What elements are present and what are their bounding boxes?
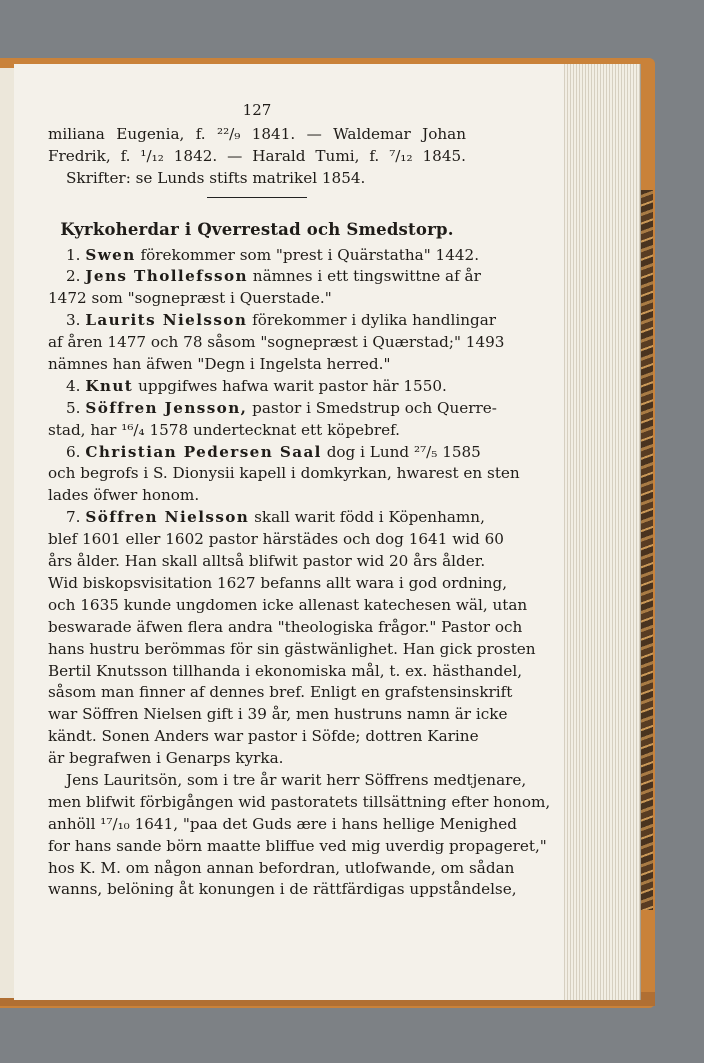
left-page-edge bbox=[0, 68, 15, 998]
text-line: såsom man finner af dennes bref. Enligt en grafstensinskrift bbox=[48, 683, 513, 702]
text-line: anhöll ¹⁷/₁₀ 1641, "paa det Guds ære i hans hellige Menighed bbox=[48, 814, 517, 833]
text-line: hans hustru berömmas för sin gästwänlighet. Han gick prosten bbox=[48, 639, 536, 658]
text-line: års ålder. Han skall alltså blifwit pastor wid 20 års ålder. bbox=[48, 552, 486, 571]
text-line: Bertil Knutsson tillhanda i ekonomiska mål, t. ex. hästhandel, bbox=[48, 661, 523, 680]
entry-6: 6. Christian Pedersen Saal dog i Lund ²⁷/₅ 1585 bbox=[66, 442, 481, 461]
page-text bbox=[48, 100, 551, 901]
text-line: war Söffren Nielsen gift i 39 år, men hustruns namn är icke bbox=[48, 705, 508, 724]
entry-name: Knut bbox=[85, 376, 134, 395]
entry-name: Jens Thollefsson bbox=[85, 267, 248, 286]
text-line: Skrifter: se Lunds stifts matrikel 1854. bbox=[66, 168, 366, 187]
section-heading: Kyrkoherdar i Qverrestad och Smedstorp. bbox=[60, 219, 454, 239]
page-stack bbox=[556, 64, 641, 1000]
entry-3: 3. Laurits Nielsson förekommer i dylika handlingar bbox=[66, 311, 497, 330]
divider bbox=[207, 197, 307, 198]
text-line: nämnes han äfwen "Degn i Ingelsta herred." bbox=[48, 355, 391, 374]
text-line: men blifwit förbigången wid pastoratets tillsättning efter honom, bbox=[48, 792, 551, 811]
entry-4: 4. Knut uppgifwes hafwa warit pastor här 1550. bbox=[66, 376, 447, 395]
entry-name: Christian Pedersen Saal bbox=[85, 442, 322, 461]
text-line: Jens Lauritsön, som i tre år warit herr Söffrens medtjenare, bbox=[66, 770, 527, 789]
text-line: och begrofs i S. Dionysii kapell i domkyrkan, hwarest en sten bbox=[48, 464, 520, 483]
entry-name: Laurits Nielsson bbox=[85, 311, 248, 330]
text-line: beswarade äfwen flera andra "theologiska frågor." Pastor och bbox=[48, 617, 523, 636]
text-line: Fredrik, f. ¹/₁₂ 1842. — Harald Tumi, f. ⁷/₁₂ 1845. bbox=[48, 146, 466, 165]
text-line: wanns, belöning åt konungen i de rättfärdigas uppståndelse, bbox=[48, 880, 517, 899]
text-line: Wid biskopsvisitation 1627 befanns allt wara i god ordning, bbox=[48, 573, 508, 592]
text-line: och 1635 kunde ungdomen icke allenast katechesen wäl, utan bbox=[48, 595, 528, 614]
text-line: miliana Eugenia, f. ²²/₉ 1841. — Waldemar Johan bbox=[48, 124, 466, 143]
entry-name: Swen bbox=[85, 245, 136, 264]
text-line: stad, har ¹⁶/₄ 1578 undertecknat ett köpebref. bbox=[48, 420, 400, 439]
text-line: for hans sande börn maatte bliffue ved mig uverdig propageret," bbox=[48, 836, 547, 855]
text-line: är begrafwen i Genarps kyrka. bbox=[48, 749, 284, 768]
text-line: hos K. M. om någon annan befordran, utlofwande, om sådan bbox=[48, 858, 515, 877]
text-line: 1472 som "sognepræst i Querstade." bbox=[48, 289, 332, 308]
entry-2: 2. Jens Thollefsson nämnes i ett tingswittne af år bbox=[66, 267, 481, 286]
text-line: blef 1601 eller 1602 pastor härstädes och dog 1641 wid 60 bbox=[48, 530, 504, 549]
entry-1: 1. Swen förekommer som "prest i Quärstatha" 1442. bbox=[66, 245, 480, 264]
entry-5: 5. Söffren Jensson, pastor i Smedstrup och Querre- bbox=[66, 398, 497, 417]
text-line: lades öfwer honom. bbox=[48, 486, 200, 505]
text-line: kändt. Sonen Anders war pastor i Söfde; dottren Karine bbox=[48, 727, 479, 746]
entry-name: Söffren Nielsson bbox=[85, 508, 250, 527]
entry-name: Söffren Jensson, bbox=[85, 398, 248, 417]
entry-7: 7. Söffren Nielsson skall warit född i Köpenhamn, bbox=[66, 508, 485, 527]
page-number: 127 bbox=[242, 101, 272, 119]
text-line: af åren 1477 och 78 såsom "sognepræst i Quærstad;" 1493 bbox=[48, 333, 505, 352]
